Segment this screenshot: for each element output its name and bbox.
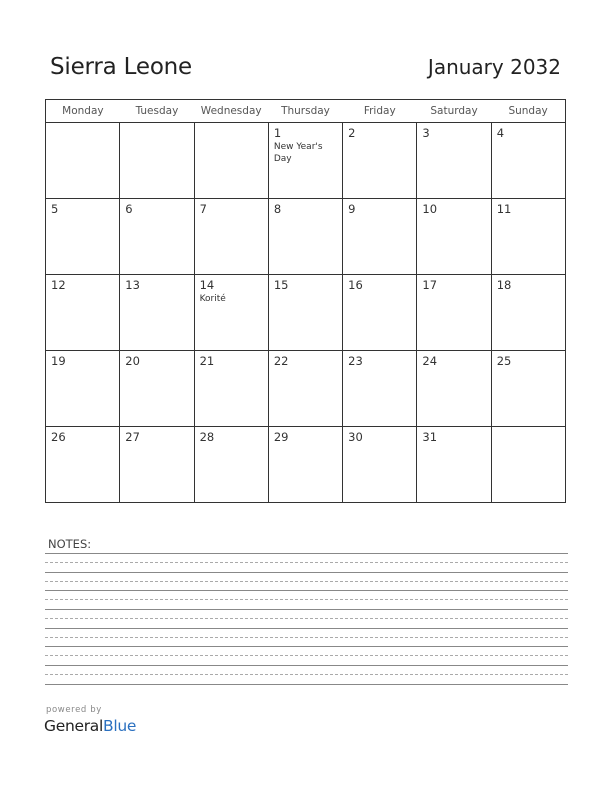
notes-line (45, 628, 568, 629)
weekday-wednesday: Wednesday (194, 100, 268, 123)
day-number: 29 (273, 430, 289, 444)
day-cell (417, 123, 491, 199)
day-cell (343, 275, 417, 351)
day-cell (417, 427, 491, 503)
day-cell (343, 123, 417, 199)
day-cell (491, 351, 565, 427)
day-cell (491, 275, 565, 351)
day-number: 10 (422, 202, 438, 216)
brand-blue: Blue (102, 717, 137, 735)
day-cell (194, 351, 268, 427)
day-number: 7 (199, 202, 207, 216)
weekday-sunday: Sunday (491, 100, 565, 123)
country-title: Sierra Leone (50, 54, 193, 80)
day-number: 20 (125, 354, 140, 368)
day-cell (46, 427, 120, 503)
day-cell (46, 351, 120, 427)
day-number: 21 (199, 354, 215, 368)
day-cell (46, 199, 120, 275)
notes-line (45, 618, 568, 619)
day-number: 19 (51, 354, 66, 368)
day-number: 6 (125, 202, 133, 216)
day-number: 22 (273, 354, 289, 368)
day-cell (120, 275, 194, 351)
day-cell (343, 351, 417, 427)
week-row (46, 123, 566, 199)
day-number: 23 (348, 354, 363, 368)
day-number: 14 (199, 278, 215, 292)
day-cell (120, 123, 194, 199)
day-cell (268, 123, 342, 199)
day-number: 4 (496, 126, 505, 140)
day-cell (491, 199, 565, 275)
day-cell (343, 427, 417, 503)
day-number: 12 (51, 278, 66, 292)
notes-line (45, 655, 568, 656)
holiday-label: New Year's Day (273, 142, 323, 164)
notes-line (45, 665, 568, 666)
powered-by-text: powered by (46, 705, 102, 715)
notes-line (45, 562, 568, 563)
notes-line (45, 572, 568, 573)
day-number: 28 (199, 430, 215, 444)
notes-line (45, 590, 568, 591)
day-number: 13 (125, 278, 140, 292)
week-row (46, 275, 566, 351)
day-cell (120, 427, 194, 503)
weekday-thursday: Thursday (268, 100, 342, 123)
day-number: 5 (51, 202, 59, 216)
day-number: 8 (273, 202, 282, 216)
day-number: 3 (422, 126, 430, 140)
weekday-tuesday: Tuesday (120, 100, 194, 123)
day-number: 9 (348, 202, 356, 216)
notes-line (45, 581, 568, 582)
notes-line (45, 599, 568, 600)
brand-logo[interactable] (44, 717, 136, 735)
day-number: 1 (273, 126, 282, 140)
weekday-friday: Friday (343, 100, 417, 123)
month-title: January 2032 (427, 55, 561, 79)
day-cell (417, 275, 491, 351)
week-row (46, 427, 566, 503)
day-cell (46, 275, 120, 351)
day-number: 16 (348, 278, 363, 292)
notes-line (45, 674, 568, 675)
day-cell (120, 351, 194, 427)
day-cell (417, 199, 491, 275)
day-number: 17 (422, 278, 438, 292)
day-cell (268, 199, 342, 275)
day-cell (194, 427, 268, 503)
day-cell (46, 123, 120, 199)
day-number: 2 (348, 126, 356, 140)
weekday-monday: Monday (46, 100, 120, 123)
day-number: 26 (51, 430, 66, 444)
weekday-saturday: Saturday (417, 100, 491, 123)
day-cell (194, 275, 268, 351)
day-number: 31 (422, 430, 438, 444)
day-cell (120, 199, 194, 275)
week-row (46, 351, 566, 427)
day-cell (343, 199, 417, 275)
notes-line (45, 637, 568, 638)
day-cell (194, 123, 268, 199)
notes-line (45, 609, 568, 610)
day-number: 27 (125, 430, 140, 444)
weekday-header-row (46, 100, 566, 123)
day-number: 18 (496, 278, 512, 292)
week-row (46, 199, 566, 275)
notes-line (45, 684, 568, 685)
notes-line (45, 553, 568, 554)
day-cell (268, 351, 342, 427)
day-cell (194, 199, 268, 275)
calendar-grid (45, 99, 566, 503)
notes-label: NOTES: (48, 537, 92, 551)
day-cell (268, 427, 342, 503)
day-number: 15 (273, 278, 289, 292)
notes-line (45, 646, 568, 647)
day-number: 30 (348, 430, 363, 444)
day-cell (491, 123, 565, 199)
day-cell (417, 351, 491, 427)
day-number: 11 (496, 202, 512, 216)
day-number: 24 (422, 354, 438, 368)
brand-general: General (44, 717, 103, 735)
holiday-label: Korité (199, 294, 226, 304)
day-cell (268, 275, 342, 351)
day-number: 25 (496, 354, 512, 368)
day-cell (491, 427, 565, 503)
